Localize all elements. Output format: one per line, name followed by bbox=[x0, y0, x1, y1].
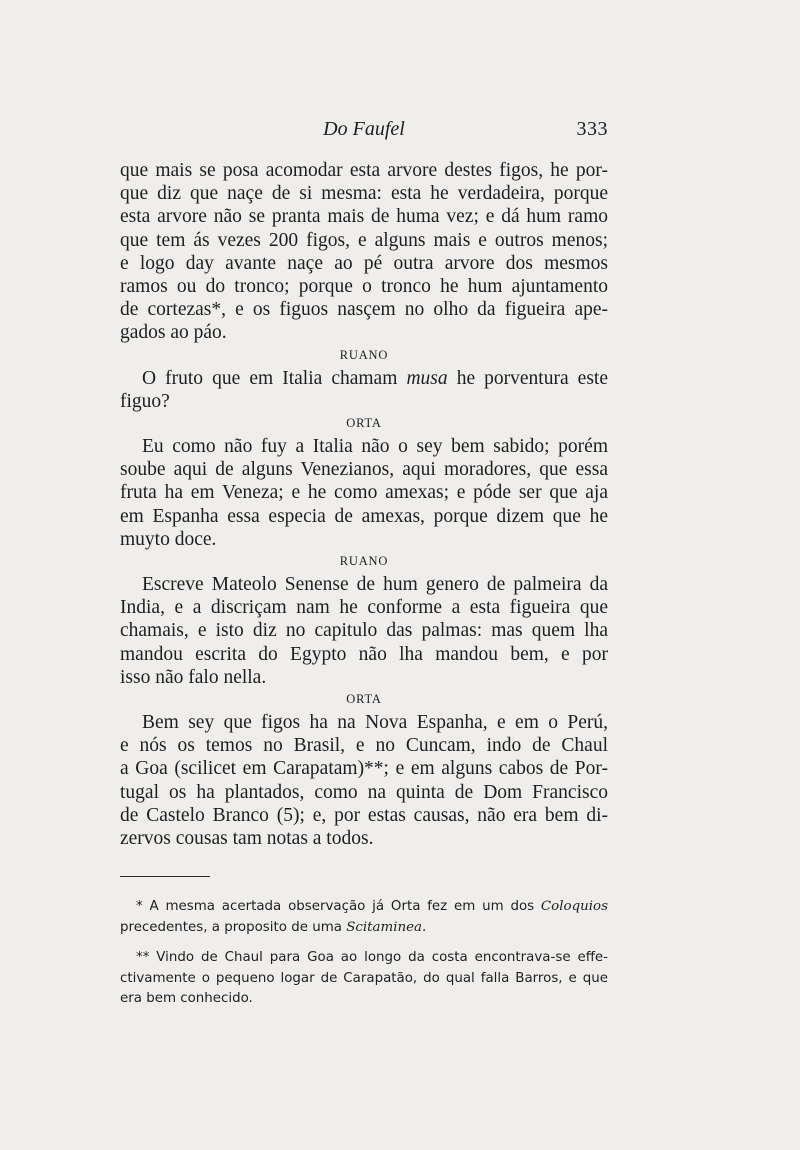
paragraph bbox=[120, 159, 608, 345]
text-line: era bem conhecido. bbox=[120, 991, 253, 1006]
text-line: a Goa (scilicet em Carapatam)**; e em alguns cabos de Por- bbox=[120, 758, 608, 780]
footnote bbox=[120, 948, 608, 1010]
italic-term: Coloquios bbox=[540, 899, 608, 914]
main-text bbox=[120, 159, 608, 850]
text-line: chamais, e isto diz no capitulo das palmas: mas quem lha bbox=[120, 620, 608, 642]
text-line: que mais se posa acomodar esta arvore destes figos, he por- bbox=[120, 160, 608, 181]
text-line: gados ao páo. bbox=[120, 322, 227, 344]
text-line bbox=[120, 897, 608, 918]
text-line: tugal os ha plantados, como na quinta de Dom Francisco bbox=[120, 781, 608, 803]
text-line: e logo day avante naçe ao pé outra arvore dos mesmos bbox=[120, 252, 608, 274]
text-line: Bem sey que figos ha na Nova Espanha, e em o Perú, bbox=[142, 712, 608, 734]
text-line: de Castelo Branco (5); e, por estas causas, não era bem di- bbox=[120, 804, 608, 826]
text-line bbox=[120, 918, 608, 939]
text-line: zervos cousas tam notas a todos. bbox=[120, 828, 374, 850]
speaker-label: RUANO bbox=[339, 347, 389, 362]
text-line: esta arvore não se pranta mais de huma vez; e dá hum ramo bbox=[120, 206, 608, 228]
text-line bbox=[120, 367, 608, 390]
text-line: figuo? bbox=[120, 390, 170, 412]
text-line: ctivamente o pequeno logar de Carapatão, do qual falla Barros, e que bbox=[120, 970, 608, 986]
footnote bbox=[120, 897, 608, 938]
text-line: muyto doce. bbox=[120, 528, 217, 550]
page-number: 333 bbox=[576, 118, 608, 140]
page-header bbox=[120, 118, 608, 146]
text-line: soube aqui de alguns Venezianos, aqui moradores, que essa bbox=[120, 459, 608, 481]
speaker-label: RUANO bbox=[339, 554, 389, 569]
text-line: de cortezas*, e os figuos nasçem no olho da figueira ape- bbox=[120, 299, 608, 321]
paragraph bbox=[120, 573, 608, 689]
text-line: mandou escrita do Egypto não lha mandou bem, e por bbox=[120, 643, 608, 665]
text-line: que tem ás vezes 200 figos, e alguns mais e outros menos; bbox=[120, 229, 608, 251]
text-segment: precedentes, a proposito de uma bbox=[120, 919, 347, 935]
text-line: isso não falo nella. bbox=[120, 666, 267, 688]
text-line: fruta ha em Veneza; e he como amexas; e póde ser que aja bbox=[120, 482, 608, 504]
text-line: que diz que naçe de si mesma: esta he verdadeira, porque bbox=[120, 183, 608, 205]
italic-term: musa bbox=[406, 367, 448, 389]
text-line: e nós os temos no Brasil, e no Cuncam, indo de Chaul bbox=[120, 735, 608, 757]
running-title: Do Faufel bbox=[323, 118, 405, 140]
text-segment: he porventura este bbox=[447, 367, 608, 389]
text-line: Eu como não fuy a Italia não o sey bem sabido; porém bbox=[142, 436, 608, 458]
text-line: Escreve Mateolo Senense de hum genero de palmeira da bbox=[142, 574, 608, 596]
footnotes bbox=[120, 897, 608, 1020]
text-line: em Espanha essa especia de amexas, porque dizem que he bbox=[120, 505, 608, 527]
text-segment: O fruto que em Italia chamam bbox=[142, 367, 407, 389]
paragraph bbox=[120, 435, 608, 551]
speaker-label: ORTA bbox=[346, 692, 382, 707]
text-line: India, e a discriçam nam he conforme a esta figueira que bbox=[120, 597, 608, 619]
text-segment: * A mesma acertada observação já Orta fez em um dos bbox=[136, 899, 541, 914]
text-line: ramos ou do tronco; porque o tronco he hum ajuntamento bbox=[120, 276, 608, 298]
paragraph bbox=[120, 367, 608, 413]
footnote-divider bbox=[120, 876, 210, 877]
text-line: ** Vindo de Chaul para Goa ao longo da costa encontrava-se effe- bbox=[136, 950, 608, 965]
italic-term: Scitaminea. bbox=[346, 919, 427, 935]
paragraph bbox=[120, 711, 608, 850]
speaker-label: ORTA bbox=[346, 416, 382, 431]
